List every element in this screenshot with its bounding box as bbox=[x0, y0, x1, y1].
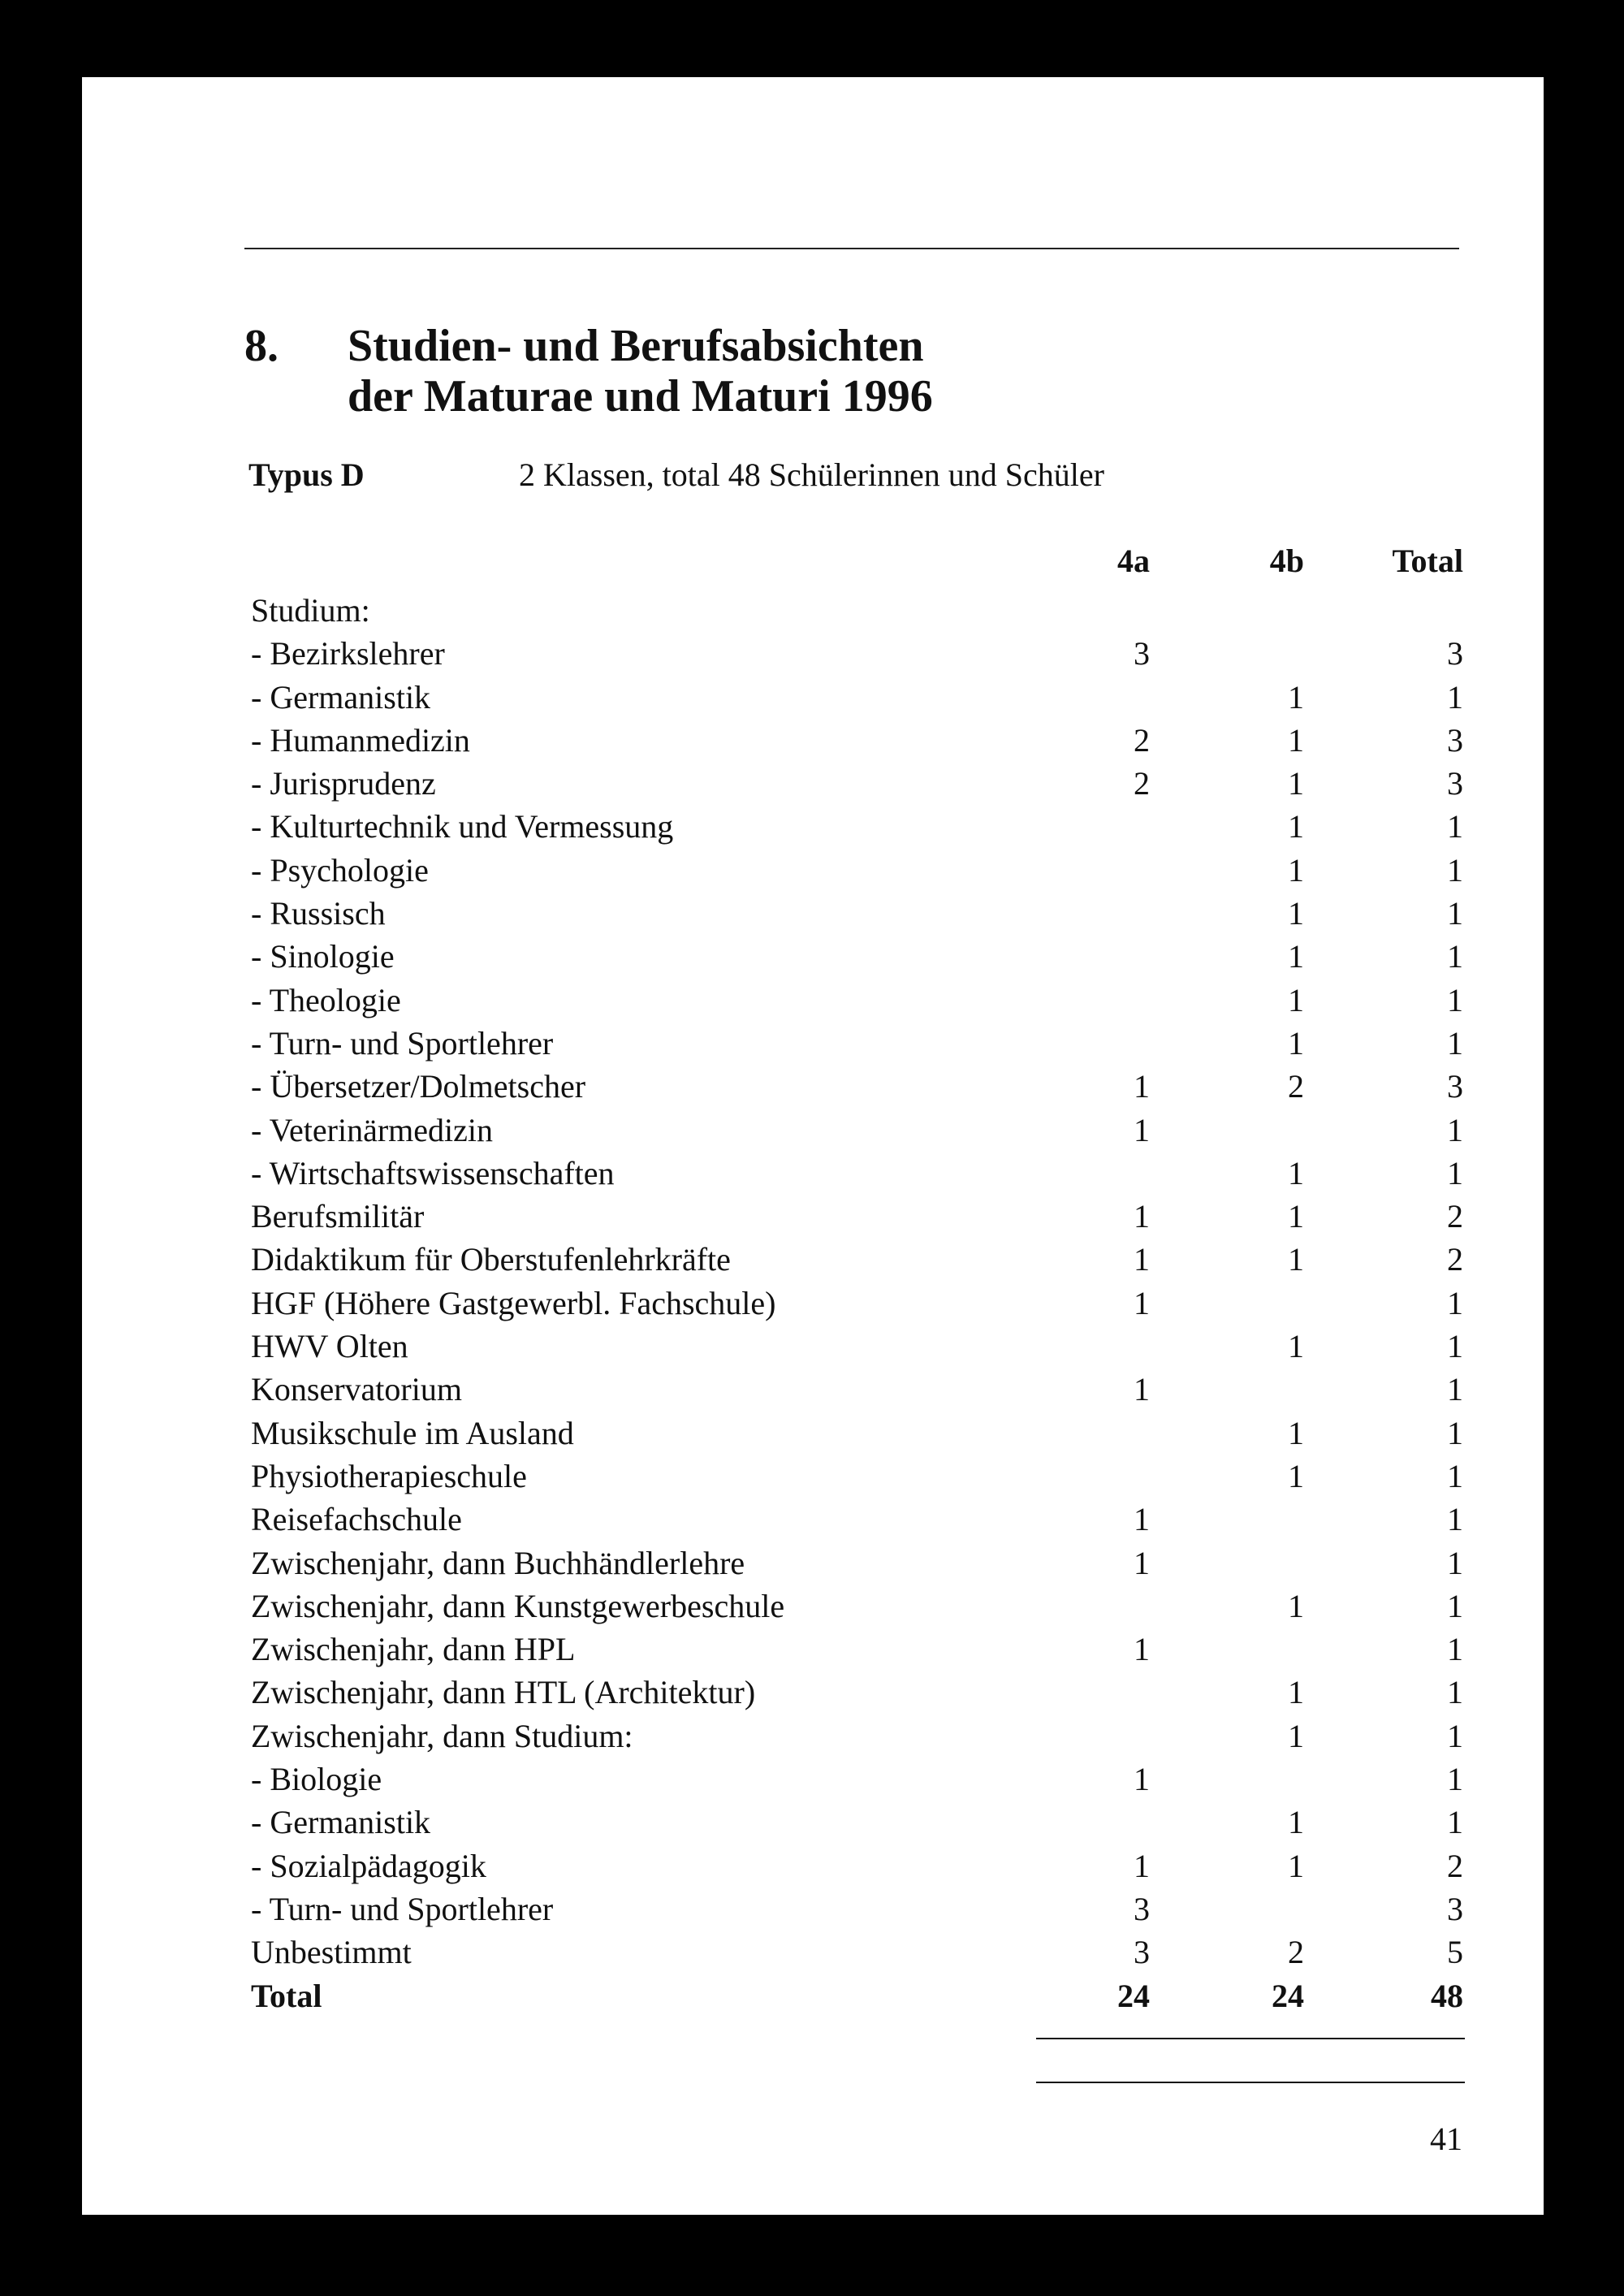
table-row bbox=[82, 1152, 1544, 1195]
row-label: - Übersetzer/Dolmetscher bbox=[251, 1068, 586, 1105]
cell-4b: 1 bbox=[1288, 1198, 1304, 1235]
cell-total: 2 bbox=[1447, 1241, 1463, 1278]
table-row bbox=[82, 1109, 1544, 1152]
table-row bbox=[82, 1325, 1544, 1368]
cell-4a: 1 bbox=[1134, 1847, 1150, 1884]
cell-4b: 2 bbox=[1288, 1068, 1304, 1105]
table-row bbox=[82, 849, 1544, 892]
cell-4b: 1 bbox=[1288, 1414, 1304, 1451]
table-row bbox=[82, 632, 1544, 675]
table-row bbox=[82, 1368, 1544, 1411]
column-header-4b: 4b bbox=[1269, 543, 1304, 579]
cell-total: 1 bbox=[1447, 1501, 1463, 1538]
row-label: Zwischenjahr, dann Buchhändlerlehre bbox=[251, 1544, 745, 1581]
row-label: - Wirtschaftswissenschaften bbox=[251, 1154, 615, 1191]
cell-4b: 1 bbox=[1288, 1024, 1304, 1062]
cell-total: 3 bbox=[1447, 635, 1463, 672]
row-label: Physiotherapieschule bbox=[251, 1457, 527, 1494]
typus-description: 2 Klassen, total 48 Schülerinnen und Schüler bbox=[519, 456, 1104, 493]
cell-total: 2 bbox=[1447, 1198, 1463, 1235]
cell-4b: 1 bbox=[1288, 938, 1304, 975]
table-row bbox=[82, 719, 1544, 762]
cell-total: 1 bbox=[1447, 1761, 1463, 1798]
cell-total: 1 bbox=[1447, 938, 1463, 975]
row-label: Didaktikum für Oberstufenlehrkräfte bbox=[251, 1241, 731, 1278]
row-label: - Turn- und Sportlehrer bbox=[251, 1024, 554, 1062]
row-label: - Psychologie bbox=[251, 851, 429, 889]
table-row bbox=[82, 1195, 1544, 1238]
cell-4a: 1 bbox=[1134, 1631, 1150, 1668]
cell-total: 3 bbox=[1447, 1068, 1463, 1105]
row-label: - Bezirkslehrer bbox=[251, 635, 445, 672]
total-rule-bottom bbox=[1036, 2082, 1465, 2083]
page-number: 41 bbox=[1430, 2121, 1462, 2157]
table-row bbox=[82, 1628, 1544, 1671]
row-label: Total bbox=[251, 1977, 322, 2014]
table-row bbox=[82, 1238, 1544, 1281]
cell-4b: 24 bbox=[1272, 1977, 1304, 2014]
table-row bbox=[82, 1412, 1544, 1455]
table-row bbox=[82, 1022, 1544, 1065]
cell-total: 1 bbox=[1447, 895, 1463, 932]
cell-4b: 1 bbox=[1288, 721, 1304, 759]
cell-4b: 2 bbox=[1288, 1934, 1304, 1971]
section-title-line2: der Maturae und Maturi 1996 bbox=[348, 371, 933, 422]
table-row bbox=[82, 589, 1544, 632]
row-label: - Veterinärmedizin bbox=[251, 1111, 494, 1148]
table-row bbox=[82, 1065, 1544, 1108]
cell-4b: 1 bbox=[1288, 808, 1304, 845]
cell-4a: 24 bbox=[1117, 1977, 1150, 2014]
table-row bbox=[82, 935, 1544, 978]
row-label: - Biologie bbox=[251, 1761, 382, 1798]
cell-4b: 1 bbox=[1288, 1328, 1304, 1365]
cell-4a: 2 bbox=[1134, 765, 1150, 802]
table-row bbox=[82, 1455, 1544, 1498]
row-label: Unbestimmt bbox=[251, 1934, 412, 1971]
table-row bbox=[82, 1541, 1544, 1585]
cell-total: 1 bbox=[1447, 1154, 1463, 1191]
cell-total: 1 bbox=[1447, 1544, 1463, 1581]
cell-4b: 1 bbox=[1288, 1717, 1304, 1754]
cell-total: 1 bbox=[1447, 1587, 1463, 1624]
cell-4a: 3 bbox=[1134, 1890, 1150, 1927]
row-label: Studium: bbox=[251, 592, 370, 629]
table-row bbox=[82, 1801, 1544, 1844]
table-row bbox=[82, 1671, 1544, 1714]
cell-4b: 1 bbox=[1288, 1154, 1304, 1191]
cell-total: 1 bbox=[1447, 1717, 1463, 1754]
section-title-line1: Studien- und Berufsabsichten bbox=[348, 321, 924, 371]
cell-total: 1 bbox=[1447, 1111, 1463, 1148]
cell-4a: 1 bbox=[1134, 1761, 1150, 1798]
table-row bbox=[82, 762, 1544, 805]
column-header-4a: 4a bbox=[1117, 543, 1150, 579]
row-label: - Sinologie bbox=[251, 938, 395, 975]
cell-4b: 1 bbox=[1288, 1241, 1304, 1278]
row-label: - Kulturtechnik und Vermessung bbox=[251, 808, 674, 845]
cell-total: 1 bbox=[1447, 851, 1463, 889]
row-label: - Jurisprudenz bbox=[251, 765, 436, 802]
cell-4b: 1 bbox=[1288, 851, 1304, 889]
cell-total: 1 bbox=[1447, 1284, 1463, 1321]
cell-total: 5 bbox=[1447, 1934, 1463, 1971]
table-row bbox=[82, 979, 1544, 1022]
cell-total: 3 bbox=[1447, 721, 1463, 759]
table-row bbox=[82, 1931, 1544, 1974]
cell-4a: 1 bbox=[1134, 1111, 1150, 1148]
table-row bbox=[82, 676, 1544, 719]
cell-4a: 3 bbox=[1134, 635, 1150, 672]
cell-total: 1 bbox=[1447, 1674, 1463, 1711]
table-row bbox=[82, 1282, 1544, 1325]
cell-4a: 3 bbox=[1134, 1934, 1150, 1971]
row-label: - Theologie bbox=[251, 981, 401, 1018]
document-page bbox=[82, 77, 1544, 2215]
cell-total: 1 bbox=[1447, 1371, 1463, 1408]
cell-total: 1 bbox=[1447, 1024, 1463, 1062]
table-row bbox=[82, 1844, 1544, 1887]
cell-4b: 1 bbox=[1288, 1804, 1304, 1841]
cell-4b: 1 bbox=[1288, 1587, 1304, 1624]
total-rule-top bbox=[1036, 2038, 1465, 2039]
row-label: Zwischenjahr, dann Studium: bbox=[251, 1717, 633, 1754]
row-label: Zwischenjahr, dann Kunstgewerbeschule bbox=[251, 1587, 785, 1624]
cell-4b: 1 bbox=[1288, 678, 1304, 716]
typus-label: Typus D bbox=[248, 456, 365, 493]
cell-total: 3 bbox=[1447, 765, 1463, 802]
cell-total: 1 bbox=[1447, 1457, 1463, 1494]
row-label: - Sozialpädagogik bbox=[251, 1847, 486, 1884]
cell-total: 1 bbox=[1447, 808, 1463, 845]
row-label: Zwischenjahr, dann HTL (Architektur) bbox=[251, 1674, 756, 1711]
cell-total: 3 bbox=[1447, 1890, 1463, 1927]
table-row bbox=[82, 1585, 1544, 1628]
table-row bbox=[82, 1714, 1544, 1758]
table-row bbox=[82, 805, 1544, 848]
section-title bbox=[348, 321, 933, 422]
table-row bbox=[82, 1498, 1544, 1541]
section-number: 8. bbox=[244, 321, 279, 371]
row-label: Reisefachschule bbox=[251, 1501, 462, 1538]
cell-4b: 1 bbox=[1288, 1847, 1304, 1884]
row-label: Zwischenjahr, dann HPL bbox=[251, 1631, 576, 1668]
row-label: - Germanistik bbox=[251, 1804, 431, 1841]
row-label: - Germanistik bbox=[251, 678, 431, 716]
cell-4b: 1 bbox=[1288, 981, 1304, 1018]
cell-4b: 1 bbox=[1288, 1674, 1304, 1711]
cell-total: 48 bbox=[1431, 1977, 1463, 2014]
column-header-total: Total bbox=[1392, 543, 1463, 579]
data-table bbox=[82, 589, 1544, 2017]
row-label: Konservatorium bbox=[251, 1371, 462, 1408]
cell-4b: 1 bbox=[1288, 1457, 1304, 1494]
cell-4a: 1 bbox=[1134, 1371, 1150, 1408]
row-label: Berufsmilitär bbox=[251, 1198, 425, 1235]
table-row bbox=[82, 1758, 1544, 1801]
cell-4a: 2 bbox=[1134, 721, 1150, 759]
cell-total: 1 bbox=[1447, 1804, 1463, 1841]
row-label: - Russisch bbox=[251, 895, 386, 932]
header-rule bbox=[244, 248, 1459, 249]
table-row bbox=[82, 1887, 1544, 1931]
table-row bbox=[82, 892, 1544, 935]
cell-total: 2 bbox=[1447, 1847, 1463, 1884]
cell-total: 1 bbox=[1447, 678, 1463, 716]
cell-4a: 1 bbox=[1134, 1544, 1150, 1581]
cell-4a: 1 bbox=[1134, 1068, 1150, 1105]
cell-4a: 1 bbox=[1134, 1198, 1150, 1235]
total-row bbox=[82, 1974, 1544, 2017]
cell-4b: 1 bbox=[1288, 765, 1304, 802]
row-label: Musikschule im Ausland bbox=[251, 1414, 574, 1451]
row-label: - Humanmedizin bbox=[251, 721, 470, 759]
cell-total: 1 bbox=[1447, 981, 1463, 1018]
cell-4b: 1 bbox=[1288, 895, 1304, 932]
cell-4a: 1 bbox=[1134, 1501, 1150, 1538]
row-label: HGF (Höhere Gastgewerbl. Fachschule) bbox=[251, 1284, 776, 1321]
row-label: HWV Olten bbox=[251, 1328, 408, 1365]
cell-4a: 1 bbox=[1134, 1241, 1150, 1278]
cell-total: 1 bbox=[1447, 1328, 1463, 1365]
cell-total: 1 bbox=[1447, 1414, 1463, 1451]
row-label: - Turn- und Sportlehrer bbox=[251, 1890, 554, 1927]
cell-4a: 1 bbox=[1134, 1284, 1150, 1321]
cell-total: 1 bbox=[1447, 1631, 1463, 1668]
